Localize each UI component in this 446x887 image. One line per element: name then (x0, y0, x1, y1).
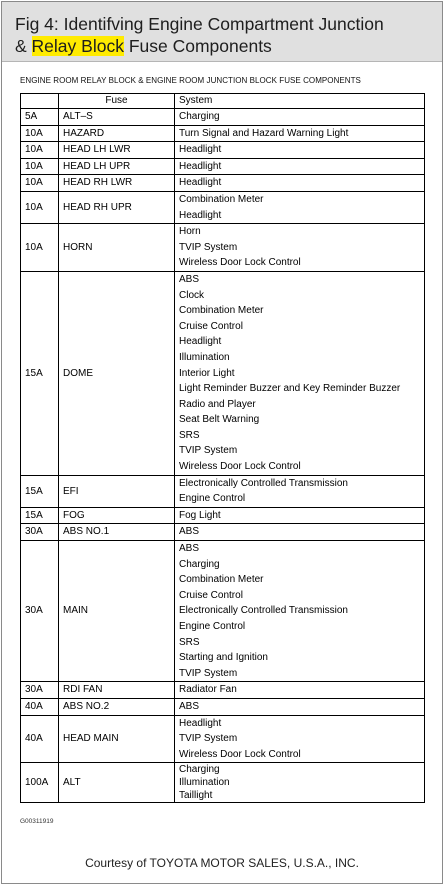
system-item: Electronically Controlled Transmission (179, 605, 348, 617)
fuse-systems (175, 142, 425, 159)
header-amp (21, 94, 59, 109)
fuse-amperage: 30A (21, 682, 59, 699)
system-item: Wireless Door Lock Control (179, 748, 301, 760)
table-row (21, 763, 425, 803)
header-fuse: Fuse (59, 94, 175, 109)
fuse-name: HEAD RH LWR (59, 175, 175, 192)
system-item: Combination Meter (179, 305, 264, 317)
table-row (21, 682, 425, 699)
table-row (21, 475, 425, 507)
system-item: Wireless Door Lock Control (179, 461, 301, 473)
fuse-systems (175, 475, 425, 507)
system-item: Headlight (179, 177, 222, 189)
system-item: Horn (179, 226, 201, 238)
system-item: Headlight (179, 160, 222, 172)
fuse-name: HEAD RH UPR (59, 191, 175, 223)
system-item: TVIP System (179, 667, 238, 679)
fuse-systems (175, 507, 425, 524)
system-item: ABS (179, 273, 200, 285)
fuse-systems (175, 191, 425, 223)
fuse-systems (175, 715, 425, 763)
fuse-name: ALT–S (59, 109, 175, 126)
fuse-amperage: 30A (21, 541, 59, 682)
fuse-systems (175, 224, 425, 272)
system-item: Engine Control (179, 493, 246, 505)
fuse-amperage: 15A (21, 475, 59, 507)
table-row (21, 191, 425, 223)
fuse-name: DOME (59, 271, 175, 475)
fuse-systems (175, 175, 425, 192)
fuse-amperage: 40A (21, 698, 59, 715)
title-prefix: & (15, 36, 32, 56)
courtesy-line: Courtesy of TOYOTA MOTOR SALES, U.S.A., INC. (85, 856, 359, 870)
system-item: Fog Light (179, 509, 221, 521)
system-item: TVIP System (179, 733, 238, 745)
system-item: Headlight (179, 209, 222, 221)
table-row (21, 541, 425, 682)
fuse-name: ABS NO.1 (59, 524, 175, 541)
fuse-systems (175, 271, 425, 475)
fuse-systems (175, 125, 425, 142)
fuse-amperage: 15A (21, 271, 59, 475)
system-item: Charging (179, 111, 220, 122)
system-item: Light Reminder Buzzer and Key Reminder Buzzer (179, 383, 401, 395)
fuse-systems (175, 763, 425, 803)
fuse-amperage: 40A (21, 715, 59, 763)
system-item: TVIP System (179, 445, 238, 457)
fuse-amperage: 15A (21, 507, 59, 524)
fuse-name: ABS NO.2 (59, 698, 175, 715)
fuse-name: FOG (59, 507, 175, 524)
system-item: Turn Signal and Hazard Warning Light (179, 127, 349, 139)
table-row (21, 507, 425, 524)
system-item: Taillight (179, 790, 213, 802)
table-row (21, 698, 425, 715)
table-caption: ENGINE ROOM RELAY BLOCK & ENGINE ROOM JUNCTION BLOCK FUSE COMPONENTS (20, 76, 361, 85)
system-item: Engine Control (179, 621, 246, 632)
header-system: System (175, 94, 425, 109)
system-item: Charging (179, 558, 220, 570)
fuse-amperage: 100A (21, 763, 59, 803)
fuse-name: HORN (59, 224, 175, 272)
fuse-systems (175, 541, 425, 682)
system-item: Headlight (179, 336, 222, 348)
system-item: Clock (179, 289, 205, 301)
fuse-amperage: 10A (21, 158, 59, 175)
system-item: Illumination (179, 351, 230, 363)
system-item: SRS (179, 636, 200, 648)
table-row (21, 271, 425, 475)
fuse-systems (175, 682, 425, 699)
system-item: Electronically Controlled Transmission (179, 477, 348, 489)
system-item: Radiator Fan (179, 684, 237, 696)
fuse-name: HEAD LH UPR (59, 158, 175, 175)
table-row (21, 125, 425, 142)
fuse-name: HEAD MAIN (59, 715, 175, 763)
fuse-amperage: 10A (21, 125, 59, 142)
table-body (21, 109, 425, 803)
system-item: Cruise Control (179, 589, 243, 601)
system-item: Interior Light (179, 367, 235, 379)
fuse-amperage: 10A (21, 175, 59, 192)
table-row (21, 715, 425, 763)
system-item: Charging (179, 764, 220, 776)
table-row (21, 175, 425, 192)
fuse-name: HEAD LH LWR (59, 142, 175, 159)
system-item: Cruise Control (179, 320, 243, 332)
system-item: Illumination (179, 777, 230, 789)
fuse-amperage: 5A (21, 109, 59, 126)
fuse-amperage: 10A (21, 191, 59, 223)
fuse-name: RDI FAN (59, 682, 175, 699)
title-suffix: Fuse Components (123, 36, 272, 56)
table-header-row (21, 94, 425, 109)
system-item: ABS (179, 526, 200, 538)
system-item: SRS (179, 429, 200, 441)
system-item: Wireless Door Lock Control (179, 257, 301, 269)
table-row (21, 158, 425, 175)
fuse-name: EFI (59, 475, 175, 507)
figure-code: G00311919 (20, 818, 54, 825)
fuse-name: MAIN (59, 541, 175, 682)
system-item: Combination Meter (179, 193, 264, 205)
fuse-amperage: 30A (21, 524, 59, 541)
system-item: ABS (179, 700, 200, 712)
fuse-systems (175, 698, 425, 715)
system-item: Radio and Player (179, 398, 256, 410)
figure-frame (1, 1, 443, 884)
fuse-name: ALT (59, 763, 175, 803)
title-line-2 (15, 35, 432, 57)
fuse-systems (175, 109, 425, 126)
system-item: Starting and Ignition (179, 652, 268, 664)
system-item: Combination Meter (179, 574, 264, 586)
system-item: TVIP System (179, 241, 238, 253)
fuse-amperage: 10A (21, 142, 59, 159)
fuse-name: HAZARD (59, 125, 175, 142)
table-row (21, 142, 425, 159)
table-row (21, 524, 425, 541)
fuse-table (20, 93, 425, 803)
fuse-amperage: 10A (21, 224, 59, 272)
system-item: Headlight (179, 717, 222, 729)
title-line-1: Fig 4: Identifving Engine Compartment Junction (15, 14, 384, 34)
system-item: Headlight (179, 144, 222, 156)
table-row (21, 224, 425, 272)
system-item: Seat Belt Warning (179, 414, 260, 426)
system-item: ABS (179, 543, 200, 555)
fuse-systems (175, 158, 425, 175)
title-highlight: Relay Block (31, 36, 124, 56)
figure-title (2, 2, 442, 62)
table-row (21, 109, 425, 126)
fuse-systems (175, 524, 425, 541)
